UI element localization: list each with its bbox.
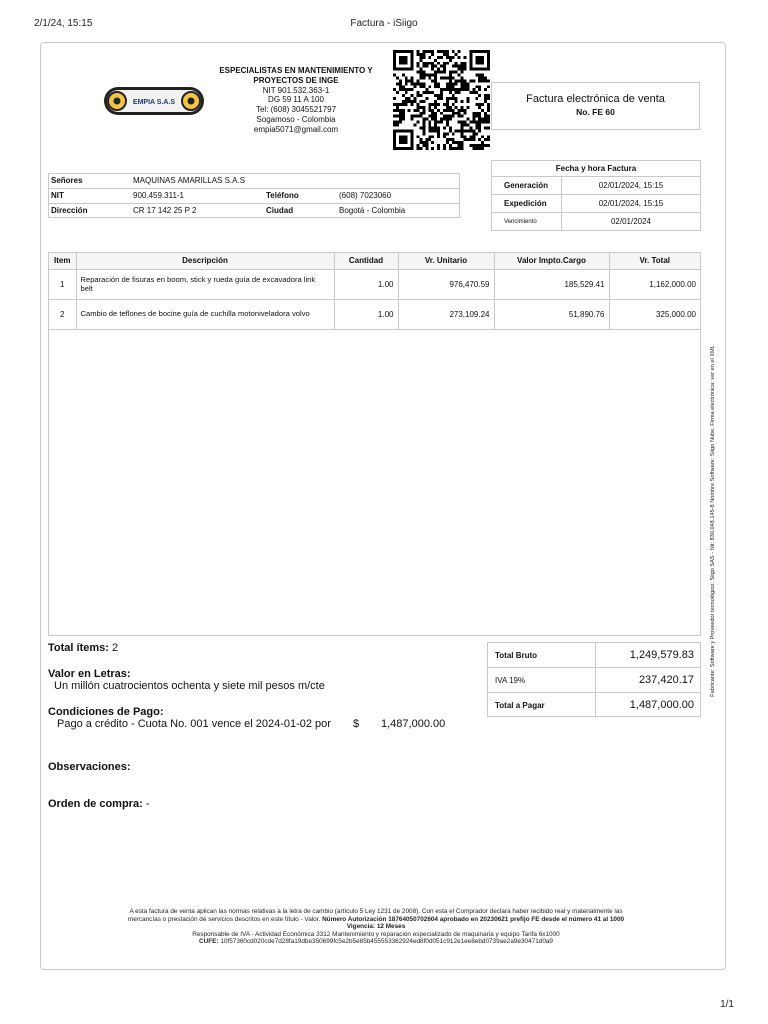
payment-terms-label: Condiciones de Pago: — [48, 706, 164, 718]
amount-in-words-value: Un millón cuatrocientos ochenta y siete mil pesos m/cte — [54, 680, 325, 692]
authorization-text: Número Autorización 18764050702604 aprobado en 20230621 prefijo FE desde el número 41 al 1000 — [322, 915, 625, 923]
total-items-value: 2 — [111, 642, 119, 654]
payment-terms — [48, 706, 468, 732]
generation-label: Generación — [492, 177, 562, 195]
logo-text: EMPIA S.A.S — [132, 99, 176, 106]
column-header: Cantidad — [334, 253, 398, 269]
amount-in-words — [48, 668, 325, 692]
tax-responsibility-text: Responsable de IVA - Actividad Económica 3312 Mantenimiento y reparación especializado de maquinaria y equipo Tarifa 6x1000 — [192, 930, 560, 938]
due-date: 02/01/2024 — [610, 217, 652, 226]
client-nit-label: NIT — [51, 191, 64, 200]
item-description: Reparación de fisuras en boom, stick y rueda guía de excavadora link belt — [76, 269, 334, 299]
company-name: ESPECIALISTAS EN MANTENIMIENTO Y PROYECTOS DE INGE — [219, 66, 373, 85]
client-row — [49, 174, 459, 189]
print-datetime: 2/1/24, 15:15 — [34, 18, 93, 29]
company-address: DG 59 11 A 100 — [268, 95, 324, 105]
company-city: Sogamoso - Colombia — [256, 114, 336, 124]
purchase-order — [48, 798, 149, 810]
totals-row — [488, 668, 700, 693]
total-items-label: Total ítems: — [48, 642, 109, 654]
cufe-label: CUFE: — [199, 938, 219, 946]
document-number: No. FE 60 — [576, 107, 615, 117]
validity-text: Vigencia: 12 Meses — [346, 923, 406, 931]
table-row — [49, 269, 700, 299]
company-logo — [102, 85, 206, 117]
column-header: Vr. Total — [609, 253, 700, 269]
issue-label: Expedición — [492, 195, 562, 213]
payment-currency: $ — [353, 718, 360, 730]
date-row — [492, 177, 700, 195]
client-city: Bogotá - Colombia — [339, 206, 406, 215]
purchase-order-value: - — [145, 798, 150, 810]
gross-total-label: Total Bruto — [488, 643, 596, 668]
invoice-dates — [491, 160, 701, 231]
items-table — [48, 252, 701, 636]
item-quantity: 1.00 — [334, 269, 398, 299]
totals-table — [487, 642, 701, 717]
purchase-order-label: Orden de compra: — [48, 798, 143, 810]
table-header-row — [49, 253, 700, 269]
client-info — [48, 173, 460, 218]
client-phone-label: Teléfono — [266, 191, 299, 200]
page-count: 1/1 — [720, 999, 734, 1010]
item-number: 1 — [49, 269, 76, 299]
item-total: 325,000.00 — [609, 299, 700, 329]
software-provider-note — [703, 298, 723, 743]
generation-date: 02/01/2024, 15:15 — [598, 181, 664, 190]
cufe-value: 10f57360cd020cde7d28fa19dbe350699fc5e2b5e85b455553362924ed8f0d051c912e1ee8ebd0739ae2a9e30471d0a9 — [220, 938, 553, 946]
dates-title: Fecha y hora Factura — [492, 161, 700, 177]
column-header: Valor Impto.Cargo — [494, 253, 609, 269]
column-header: Vr. Unitario — [398, 253, 494, 269]
qr-code — [393, 50, 490, 150]
item-description: Cambio de teflones de bocine guía de cuchilla motoniveladora volvo — [76, 299, 334, 329]
vat-value: 237,420.17 — [638, 674, 694, 686]
cufe-line — [62, 938, 690, 946]
column-header: Item — [49, 253, 76, 269]
item-total: 1,162,000.00 — [609, 269, 700, 299]
legal-text: mercancías o prestación de servicios descritos en este título - Valor. Número Autorización 18764050702604 aprobado en 20230621 prefijo FE desde el número 41 al 1000 — [127, 915, 625, 923]
date-row — [492, 213, 700, 231]
payment-amount: 1,487,000.00 — [381, 718, 446, 730]
client-name-label: Señores — [51, 176, 83, 185]
print-page-title: Factura - iSiigo — [350, 18, 418, 29]
legal-text: A esta factura de venta aplican las normas relativas a la letra de cambio (artículo 5 Ley 1231 de 2008). Con esta el Comprador declara haber recibido real y materialmente las — [129, 908, 623, 915]
client-nit: 900.459.311-1 — [133, 191, 185, 200]
client-address-label: Dirección — [51, 206, 88, 215]
item-quantity: 1.00 — [334, 299, 398, 329]
item-tax: 185,529.41 — [494, 269, 609, 299]
total-items — [48, 642, 118, 654]
payment-terms-value: Pago a crédito - Cuota No. 001 vence el 2024-01-02 por — [57, 718, 331, 730]
totals-row — [488, 643, 700, 668]
company-nit: NIT 901.532.363-1 — [262, 85, 330, 95]
client-phone: (608) 7023060 — [339, 191, 392, 200]
client-row — [49, 189, 459, 204]
company-phone: Tel: (608) 3045521797 — [255, 105, 337, 115]
company-email: empia5071@gmail.com — [253, 124, 339, 134]
document-type: Factura electrónica de venta — [526, 93, 665, 105]
company-info — [212, 66, 380, 135]
due-label: Vencimiento — [492, 213, 562, 231]
observations-label: Observaciones: — [48, 761, 131, 773]
browser-print-header — [34, 18, 734, 32]
software-provider-text: Fabricante: Software y Proveedor tecnológico: Siigo SAS - Nit: 830.048.145-8 Nombre Software: Siigo Nube. Firma electrónica: ver en el XML — [710, 344, 716, 697]
amount-due-value: 1,487,000.00 — [629, 699, 694, 711]
item-unit-price: 976,470.59 — [398, 269, 494, 299]
document-type-box — [491, 82, 700, 130]
column-header: Descripción — [76, 253, 334, 269]
item-tax: 51,890.76 — [494, 299, 609, 329]
vat-label: IVA 19% — [488, 668, 596, 693]
client-city-label: Ciudad — [266, 206, 294, 215]
client-name: MAQUINAS AMARILLAS S.A.S — [133, 176, 246, 185]
amount-in-words-label: Valor en Letras: — [48, 668, 131, 680]
issue-date: 02/01/2024, 15:15 — [598, 199, 664, 208]
table-row — [49, 299, 700, 329]
item-unit-price: 273,109.24 — [398, 299, 494, 329]
gross-total-value: 1,249,579.83 — [629, 649, 694, 661]
date-row — [492, 195, 700, 213]
client-address: CR 17 142 25 P 2 — [133, 206, 197, 215]
legal-footer — [62, 908, 690, 946]
client-row — [49, 204, 459, 219]
amount-due-label: Total a Pagar — [488, 693, 596, 718]
item-number: 2 — [49, 299, 76, 329]
totals-row — [488, 693, 700, 718]
